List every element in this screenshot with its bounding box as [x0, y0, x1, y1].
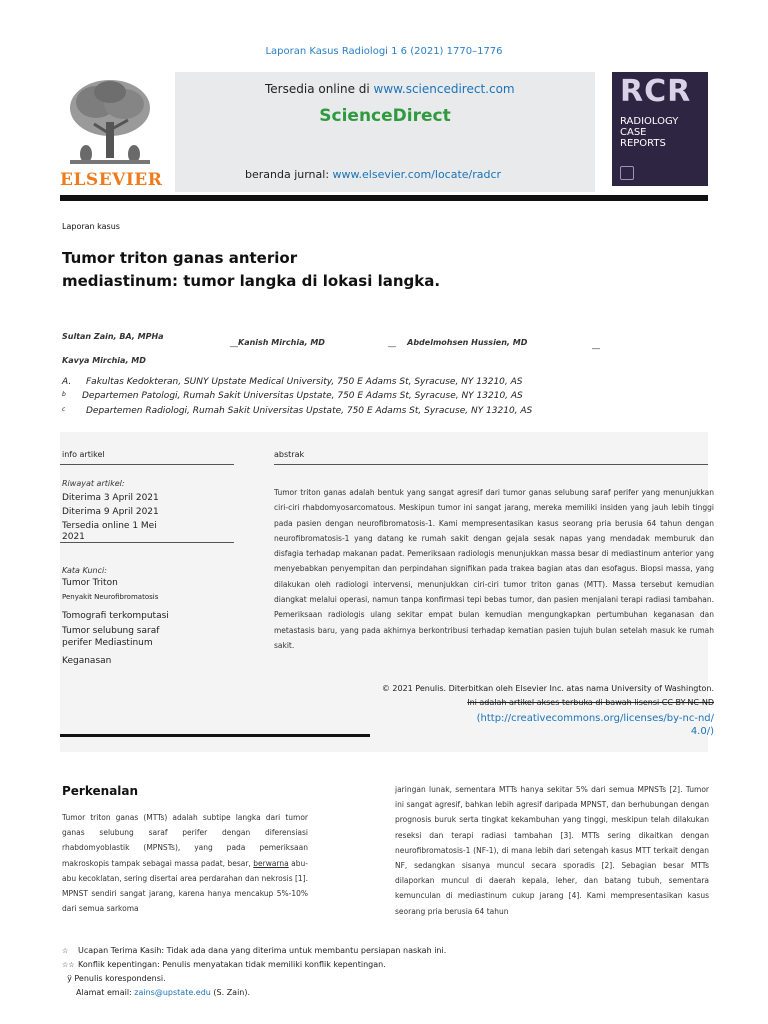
- sciencedirect-link[interactable]: www.sciencedirect.com: [373, 82, 515, 96]
- info-heading-rule: [60, 464, 234, 465]
- footnotes: [62, 944, 446, 1000]
- author-3-marker: __: [592, 340, 600, 349]
- journal-homepage-link[interactable]: www.elsevier.com/locate/radcr: [332, 168, 502, 181]
- sciencedirect-logo: ScienceDirect: [319, 106, 451, 126]
- affiliation-a: A. Fakultas Kedokteran, SUNY Upstate Medical University, 750 E Adams St, Syracuse, NY 13210, AS: [62, 377, 523, 387]
- abstract-text: Tumor triton ganas adalah bentuk yang sangat agresif dari tumor ganas selubung saraf perifer yang menunjukkan ciri-ciri rhabdomyosarcomatous. Meskipun tumor ini sangat jarang, mereka memiliki insiden yang jauh lebih tinggi pada pasien dengan neurofibromatosis-1. Kami mempresentasikan kasus seorang pria berusia 64 tahun dengan neurofibromatosis-1 yang datang ke rumah sakit dengan gejala sesak napas yang mendadak memburuk dan disfagia terhadap makanan padat. Pemeriksaan radiologis menunjukkan massa besar di mediastinum anterior yang menyebabkan penyempitan dan perpindahan signifikan pada trakea bagian atas dan esofagus. Biopsi massa, yang dilakukan oleh radiologi intervensi, menunjukkan ciri-ciri tumor triton ganas (MTT). Massa tersebut kemudian diangkat melalui operasi, namun tanpa konfirmasi tepi bebas tumor, dan pasien menjalani terapi radiasi tambahan. Pemeriksaan radiologis ulang sekitar empat bulan kemudian mengungkapkan pertumbuhan keganasan dan metastasis baru, yang pada akhirnya berkontribusi terhadap kematian pasien tujuh bulan setelah masuk ke rumah sakit.: [274, 488, 714, 650]
- header-divider: [60, 195, 708, 201]
- license-link[interactable]: (http://creativecommons.org/licenses/by-nc-nd/ 4.0/): [476, 713, 714, 737]
- keyword-4: Tumor selubung saraf perifer Mediastinum: [62, 626, 160, 648]
- accepted-date: Diterima 9 April 2021: [62, 507, 159, 517]
- elsevier-wordmark: ELSEVIER: [60, 170, 163, 190]
- author-3: __ Abdelmohsen Hussien, MD: [388, 338, 528, 347]
- affiliation-c: c Departemen Radiologi, Rumah Sakit Universitas Upstate, 750 E Adams St, Syracuse, NY 13210, AS: [62, 406, 533, 416]
- cover-rcr-title: RCR: [620, 74, 692, 109]
- copyright-notice: © 2021 Penulis. Diterbitkan oleh Elsevier Inc. atas nama University of Washington. Ini adalah artikel akses terbuka di bawah lisensi CC BY-NC-ND: [274, 682, 714, 710]
- journal-homepage-line: beranda jurnal: www.elsevier.com/locate/radcr: [245, 168, 502, 181]
- journal-cover: [612, 72, 708, 186]
- article-type: Laporan kasus: [62, 222, 120, 231]
- keyword-5: Keganasan: [62, 656, 112, 666]
- footnote-acknowledgement: ☆ Ucapan Terima Kasih: Tidak ada dana yang diterima untuk membantu persiapan naskah ini.: [62, 946, 447, 955]
- introduction-left-column: Tumor triton ganas (MTTs) adalah subtipe langka dari tumor ganas selubung saraf perifer dengan diferensiasi rhabdomyoblastik (MPNSTs), yang pada pemeriksaan makroskopis tampak sebagai massa padat, besar, berwarna abu-abu kecoklatan, sering disertai area perdarahan dan nekrosis [1]. MPNST sendiri sangat jarang, karena hanya mencakup 5%-10% dari semua sarkoma: [62, 813, 308, 914]
- elsevier-logo: [60, 74, 163, 192]
- journal-citation: Laporan Kasus Radiologi 1 6 (2021) 1770–1776: [265, 46, 503, 57]
- author-1: Sultan Zain, BA, MPHa: [62, 332, 164, 341]
- author-4: Kavya Mirchia, MD: [62, 356, 146, 365]
- affiliation-b: b Departemen Patologi, Rumah Sakit Universitas Upstate, 750 E Adams St, Syracuse, NY 13210, AS: [62, 391, 523, 401]
- abstract-heading: abstrak: [274, 450, 305, 459]
- keyword-2: Penyakit Neurofibromatosis: [62, 593, 159, 601]
- history-label: Riwayat artikel:: [62, 479, 125, 488]
- available-online-line: Tersedia online di www.sciencedirect.com: [265, 82, 515, 96]
- front-matter-divider: [60, 734, 370, 737]
- cover-emblem-icon: [620, 166, 634, 180]
- introduction-heading: Perkenalan: [62, 784, 139, 798]
- received-date: Diterima 3 April 2021: [62, 493, 159, 503]
- footnote-email: Alamat email: zains@upstate.edu (S. Zain).: [76, 988, 251, 997]
- info-history-rule: [60, 542, 234, 543]
- online-date: Tersedia online 1 Mei 2021: [62, 521, 157, 542]
- abstract-heading-rule: [274, 464, 708, 465]
- keywords-label: Kata Kunci:: [62, 566, 107, 575]
- elsevier-tree-icon: [60, 74, 160, 166]
- cover-subtitle: RADIOLOGY CASE REPORTS: [620, 116, 679, 149]
- footnote-conflict: ☆☆ Konflik kepentingan: Penulis menyatakan tidak memiliki konflik kepentingan.: [62, 960, 386, 969]
- journal-header-box: [175, 72, 595, 192]
- license-statement: Ini adalah artikel akses terbuka di bawah lisensi CC BY-NC-ND: [467, 698, 714, 707]
- author-2: __Kanish Mirchia, MD: [230, 338, 325, 347]
- author-email-link[interactable]: zains@upstate.edu: [134, 988, 211, 997]
- article-info-heading: info artikel: [62, 450, 105, 459]
- introduction-right-column: jaringan lunak, sementara MTTs hanya sekitar 5% dari semua MPNSTs [2]. Tumor ini sangat agresif, bahkan lebih agresif daripada MPNST, dan berhubungan dengan prognosis buruk serta tingkat kekambuhan yang tinggi, meskipun telah dilakukan reseksi dan terapi radiasi tambahan [3]. MTTs sering dikaitkan dengan neurofibromatosis-1 (NF-1), di mana lebih dari setengah kasus MTT terkait dengan NF, sedangkan sisanya muncul secara sporadis [2]. Sebagian besar MTTs dilaporkan muncul di daerah kepala, leher, dan batang tubuh, sementara kemunculan di mediastinum cukup jarang [4]. Kami mempresentasikan kasus seorang pria berusia 64 tahun: [395, 785, 709, 916]
- keyword-3: Tomografi terkomputasi: [62, 611, 169, 621]
- article-title: Tumor triton ganas anterior mediastinum: tumor langka di lokasi langka.: [62, 249, 441, 290]
- footnote-corresponding: ÿ Penulis korespondensi.: [67, 974, 166, 983]
- keyword-1: Tumor Triton: [62, 578, 118, 588]
